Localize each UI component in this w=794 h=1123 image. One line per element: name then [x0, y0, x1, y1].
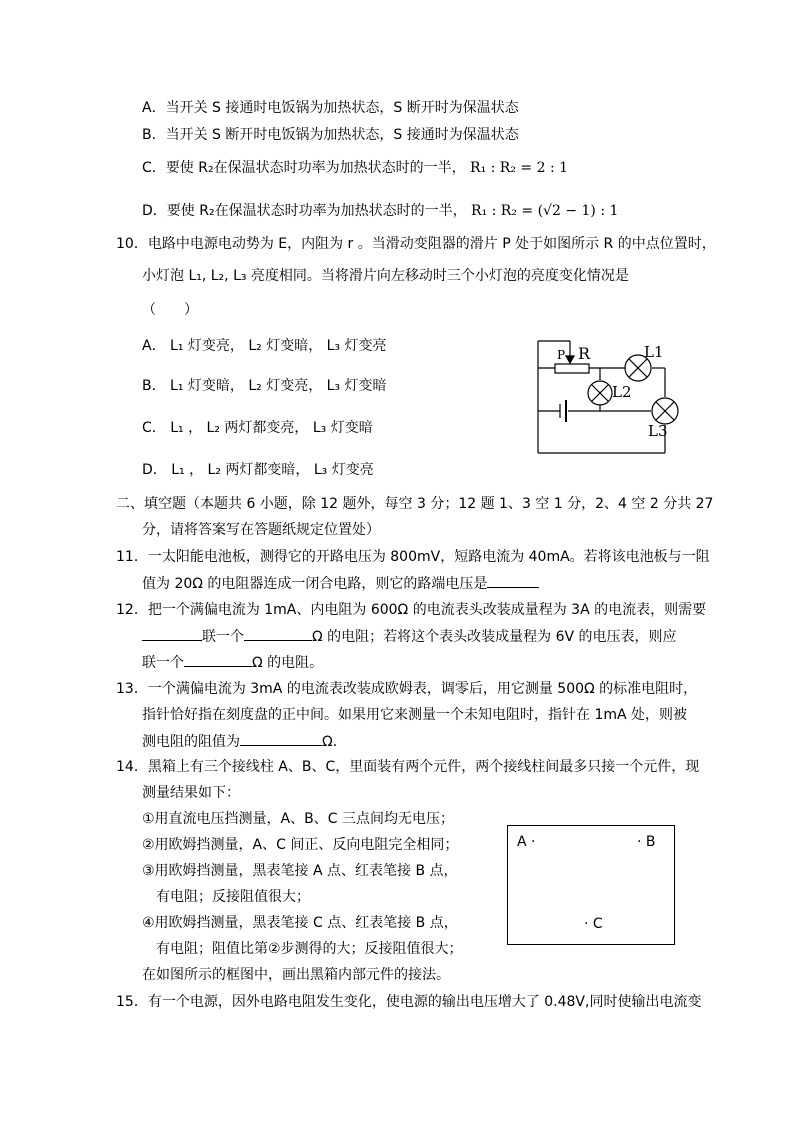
q13-line3-start: 测电阻的阻值为 [142, 734, 240, 750]
q14-instruction: 在如图所示的框图中，画出黑箱内部元件的接法。 [142, 967, 450, 983]
black-box-terminal-b: · B [637, 834, 656, 850]
circuit-label-l2: L2 [612, 383, 632, 401]
q12-line2 [142, 626, 677, 647]
q10-stem-line2: 小灯泡 L₁, L₂, L₃ 亮度相同。当将滑片向左移动时三个小灯泡的亮度变化情况是 [142, 268, 629, 284]
section2-heading-line2: 分，请将答案写在答题纸规定位置处） [142, 522, 380, 538]
q10-option-d: D． L₁ ， L₂ 两灯都变暗， L₃ 灯变亮 [142, 462, 374, 478]
q12-line3-start: 联一个 [142, 655, 184, 671]
q12-blank-1[interactable] [142, 626, 202, 641]
q13-line3-end: Ω. [322, 734, 338, 750]
q14-step4-line2: 有电阻；阻值比第②步测得的大；反接阻值很大； [156, 941, 463, 957]
q14-black-box[interactable] [507, 825, 675, 945]
circuit-label-l1: L1 [644, 343, 664, 361]
q9-option-a: A．当开关 S 接通时电饭锅为加热状态，S 断开时为保温状态 [142, 100, 519, 116]
q9-option-d-text: D．要使 R₂在保温状态时功率为加热状态时的一半， [142, 203, 467, 219]
q12-blank-2[interactable] [244, 626, 312, 641]
q9-option-d [142, 201, 618, 221]
q10-option-b: B． L₁ 灯变暗， L₂ 灯变亮， L₃ 灯变暗 [142, 378, 387, 394]
q12-line2-end: Ω 的电阻；若将这个表头改装成量程为 6V 的电压表，则应 [312, 629, 677, 645]
q12-line1: 12．把一个满偏电流为 1mA、内电阻为 600Ω 的电流表头改装成量程为 3A 的电流表，则需要 [116, 602, 707, 618]
q12-line3 [142, 652, 323, 673]
q13-answer-blank[interactable] [240, 731, 322, 746]
q13-line1: 13．一个满偏电流为 3mA 的电流表改装成欧姆表，调零后，用它测量 500Ω 的标准电阻时， [116, 681, 698, 697]
q14-step3-line2: 有电阻；反接阻值很大； [156, 889, 310, 905]
q9-option-d-formula: R₁ : R₂ = (√2 − 1) : 1 [471, 203, 619, 219]
q12-line3-end: Ω 的电阻。 [252, 655, 324, 671]
q10-option-a: A． L₁ 灯变亮， L₂ 灯变暗， L₃ 灯变亮 [142, 338, 387, 354]
q13-line3 [142, 731, 337, 752]
q10-answer-paren: （ ） [142, 302, 198, 318]
q11-line1: 11．一太阳能电池板，测得它的开路电压为 800mV，短路电流为 40mA。若将该电池板与一阻 [116, 549, 710, 565]
section2-heading-line1: 二、填空题（本题共 6 小题，除 12 题外，每空 3 分；12 题 1、3 空 1 分，2、4 空 2 分共 27 [116, 496, 714, 512]
q15-line1: 15．有一个电源，因外电路电阻发生变化，使电源的输出电压增大了 0.48V,同时使输出电流变 [116, 994, 702, 1010]
black-box-terminal-c: · C [584, 916, 603, 932]
circuit-label-r: R [578, 344, 591, 363]
q10-circuit-diagram [530, 335, 680, 460]
q10-option-c: C． L₁ ， L₂ 两灯都变亮， L₃ 灯变暗 [142, 420, 373, 436]
circuit-label-l3: L3 [648, 422, 668, 440]
black-box-terminal-a: A · [517, 834, 536, 850]
q14-line1: 14．黑箱上有三个接线柱 A、B、C，里面装有两个元件，两个接线柱间最多只接一个元件，现 [116, 759, 700, 775]
q9-option-c-text: C．要使 R₂在保温状态时功率为加热状态时的一半， [142, 160, 466, 176]
q9-option-b: B．当开关 S 断开时电饭锅为加热状态，S 接通时为保温状态 [142, 127, 519, 143]
q11-line2 [142, 573, 539, 594]
q13-line2: 指针恰好指在刻度盘的正中间。如果用它来测量一个未知电阻时，指针在 1mA 处，则被 [142, 707, 688, 723]
q9-option-c [142, 158, 568, 178]
q9-option-c-formula: R₁ : R₂ = 2 : 1 [470, 160, 569, 176]
circuit-label-p: P [557, 348, 566, 362]
q14-step3-line1: ③用欧姆挡测量，黑表笔接 A 点、红表笔接 B 点， [142, 863, 458, 879]
q14-step4-line1: ④用欧姆挡测量，黑表笔接 C 点、红表笔接 B 点， [142, 915, 458, 931]
q14-step1: ①用直流电压挡测量，A、B、C 三点间均无电压； [142, 811, 454, 827]
q12-blank-3[interactable] [184, 652, 252, 667]
q11-answer-blank[interactable] [487, 573, 539, 588]
q11-line2-text: 值为 20Ω 的电阻器连成一闭合电路，则它的路端电压是 [142, 576, 488, 592]
q14-step2: ②用欧姆挡测量，A、C 间正、反向电阻完全相同； [142, 837, 459, 853]
q10-stem-line1: 10．电路中电源电动势为 E，内阻为 r 。当滑动变阻器的滑片 P 处于如图所示 R 的中点位置时， [116, 236, 716, 252]
q14-line2: 测量结果如下： [142, 785, 240, 801]
q12-line2-mid: 联一个 [202, 629, 244, 645]
